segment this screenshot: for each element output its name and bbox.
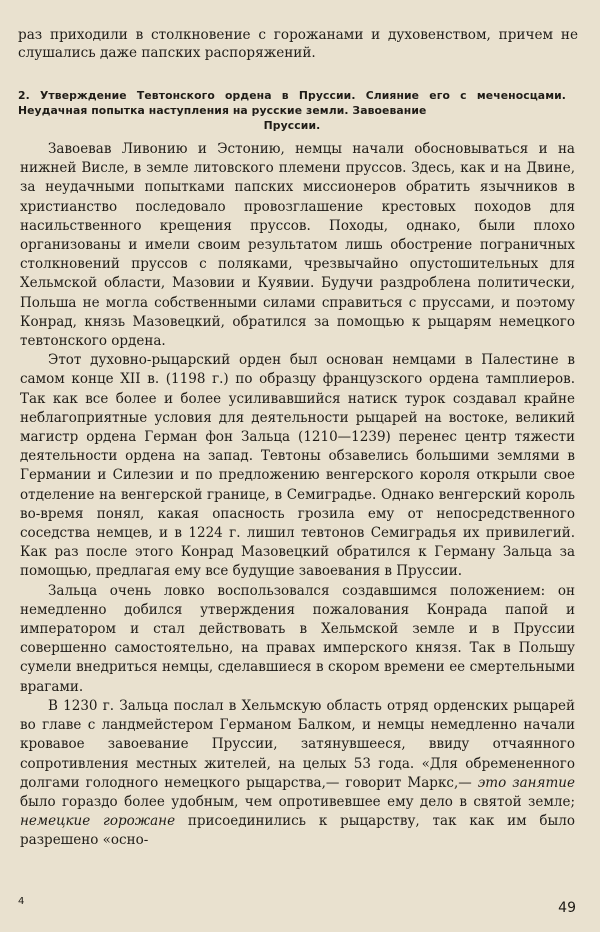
paragraph-order-origin: Этот духовно-рыцарский орден был основан немцами в Палестине в самом конце XII в. (1198 г.) по образцу французского ордена тамплиеров. Так как все более и более усиливавшийся натиск турок создавал крайне неблагоприятные условия для деятельности рыцарей на востоке, великий магистр ордена Герман фон Зальца (1210—1239) перенес центр тяжести деятельности ордена на запад. Тевтоны обзавелись большими землями в Германии и Силезии и по предложению венгерского короля открыли свое отделение на венгерской границе, в Семиградье. Однако венгерский король во-время понял, какая опасность грозила ему от непосредственного соседства немцев, и в 1224 г. лишил тевтонов Семиградья их привилегий. Как раз после этого Конрад Мазовецкий обратился к Герману Зальца за помощью, предлагая ему все будущие завоевания в Пруссии. bbox=[20, 352, 575, 580]
paragraph-1230-part-3: присоединились к рыцарству, так как им было разрешено «осно- bbox=[20, 813, 575, 849]
paragraph-conquest: Завоевав Ливонию и Эстонию, немцы начали обосновываться и на нижней Висле, в земле литовского племени пруссов. Здесь, как и на Двине, за неудачными попытками папских миссионеров обратить язычников в христианство последовало провозглашение крестовых походов для насильственного крещения пруссов. Походы, однако, были плохо организованы и имели своим результатом лишь обострение пограничных столкновений пруссов с поляками, чрезвычайно опустошительных для Хельмской области, Мазовии и Куявии. Будучи раздроблена политически, Польша не могла собственными силами справиться с пруссами, и поэтому Конрад, князь Мазовецкий, обратился за помощью к рыцарям немецкого тевтонского ордена. bbox=[20, 141, 575, 350]
previous-paragraph-ending: раз приходили в столкновение с горожанами и духовенством, причем не слушались даже папских распоряжений. bbox=[18, 27, 578, 61]
paragraph-1230 bbox=[20, 697, 575, 851]
signature-mark: 4 bbox=[18, 896, 25, 907]
paragraph-1230-part-1: В 1230 г. Зальца послал в Хельмскую область отряд орденских рыцарей во главе с ландмейстером Германом Балком, и немцы немедленно начали кровавое завоевание Пруссии, затянувшееся, ввиду отчаянного сопротивления местных жителей, на целых 53 года. «Для обремененного долгами голодного немецкого рыцарства,— говорит Маркс,— bbox=[20, 697, 575, 791]
italic-phrase-2: немецкие горожане bbox=[20, 813, 176, 830]
section-heading bbox=[18, 88, 566, 133]
section-heading-text: 2. Утверждение Тевтонского ордена в Пруссии. Слияние его с меченосцами. Неудачная попытка наступления на русские земли. Завоевание bbox=[18, 89, 566, 117]
paragraph-1230-part-2: было гораздо более удобным, чем опротивевшее ему дело в святой земле; bbox=[20, 793, 575, 810]
body-text bbox=[20, 140, 575, 851]
page-number: 49 bbox=[558, 900, 576, 916]
italic-phrase-1: это занятие bbox=[477, 774, 575, 791]
paragraph-salza: Зальца очень ловко воспользовался создавшимся положением: он немедленно добился утверждения пожалования Конрада папой и императором и стал действовать в Хельмской земле и в Пруссии совершенно самостоятельно, на правах имперского князя. Так в Польшу сумели внедриться немцы, сделавшиеся в скором времени ее смертельными врагами. bbox=[20, 582, 575, 695]
section-heading-last-line: Пруссии. bbox=[263, 119, 321, 132]
